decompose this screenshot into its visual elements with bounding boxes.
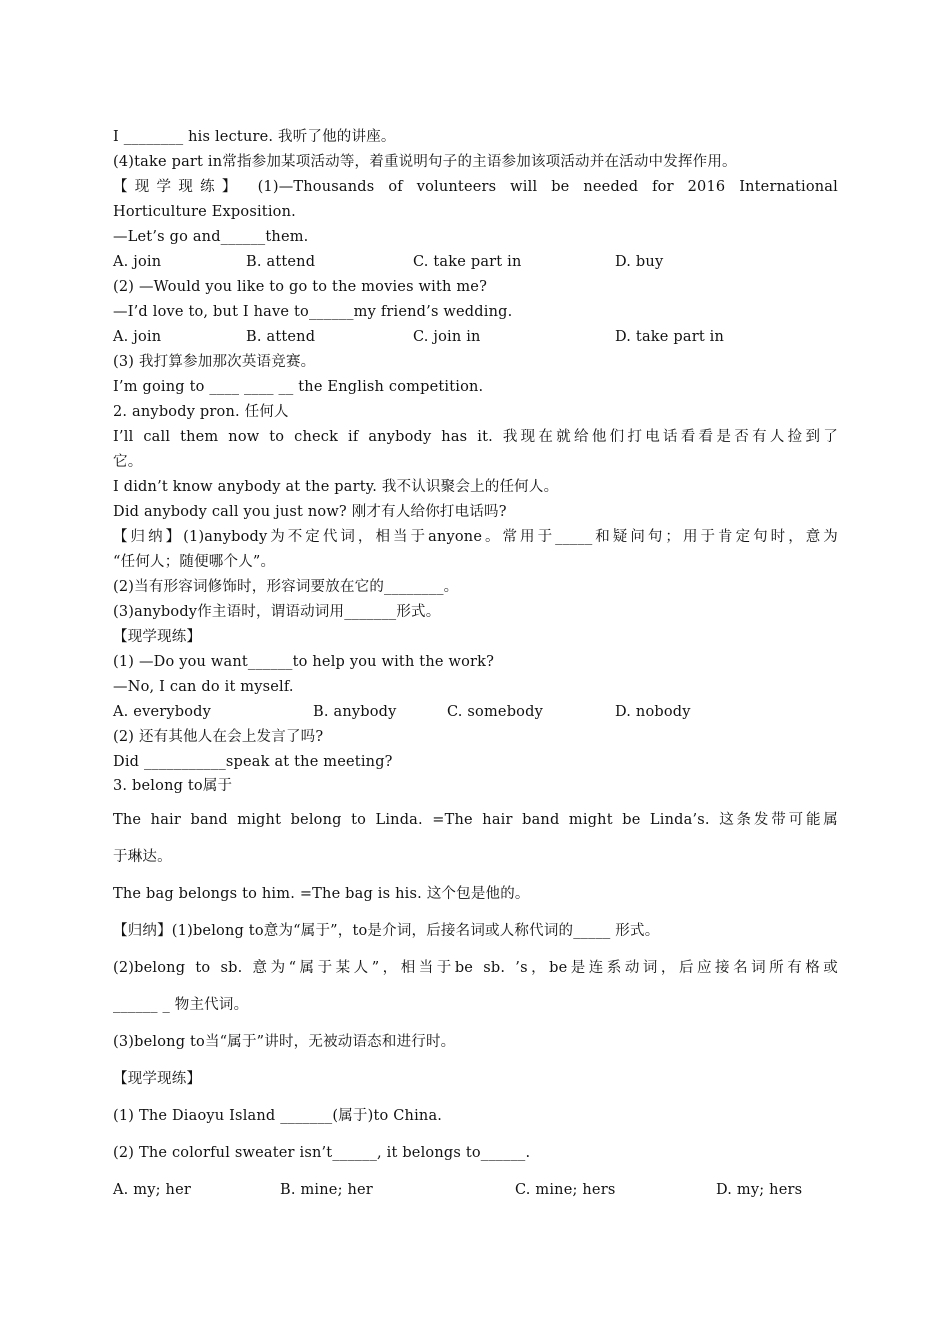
- option-b: B. attend: [246, 254, 316, 270]
- text-line: (2)当有形容词修饰时，形容词要放在它的________。: [113, 579, 459, 595]
- text-line: (2) 还有其他人在会上发言了吗?: [113, 729, 324, 745]
- option-c: C. take part in: [413, 254, 522, 270]
- text-line: (3) 我打算参加那次英语竞赛。: [113, 354, 316, 370]
- option-d: D. nobody: [615, 704, 691, 720]
- exercise-heading-line: 【现学现练】 (1)—Thousands of volunteers will be needed for 2016 International: [113, 179, 838, 195]
- text-line: (2)belong to sb. 意为“属于某人”，相当于be sb. ’s，be是连系动词，后应接名词所有格或: [113, 960, 838, 976]
- options-row-q4: [113, 1172, 838, 1209]
- text-line: I didn’t know anybody at the party. 我不认识聚会上的任何人。: [113, 479, 559, 495]
- exercise-heading: 【现学现练】: [113, 1071, 202, 1087]
- text-line: (2) —Would you like to go to the movies with me?: [113, 279, 488, 295]
- option-a: A. join: [113, 254, 162, 270]
- text-line: The bag belongs to him. =The bag is his. 这个包是他的。: [113, 886, 530, 902]
- text-line: —No, I can do it myself.: [113, 679, 294, 695]
- option-c: C. mine; hers: [515, 1182, 616, 1198]
- text-line: (2) The colorful sweater isn’t______, it belongs to______.: [113, 1145, 531, 1161]
- options-row-q2: [113, 325, 838, 350]
- option-b: B. anybody: [313, 704, 397, 720]
- text-line: Did ___________speak at the meeting?: [113, 754, 393, 770]
- text-line: Did anybody call you just now? 刚才有人给你打电话吗?: [113, 504, 507, 520]
- option-a: A. everybody: [113, 704, 212, 720]
- option-c: C. join in: [413, 329, 481, 345]
- option-b: B. mine; her: [280, 1182, 373, 1198]
- text-line: I’ll call them now to check if anybody has it. 我现在就给他们打电话看看是否有人捡到了: [113, 429, 838, 445]
- options-row-q1: [113, 250, 838, 275]
- options-row-q3: [113, 700, 838, 725]
- option-b: B. attend: [246, 329, 316, 345]
- text-line: The hair band might belong to Linda. =The hair band might be Linda’s. 这条发带可能属: [113, 812, 838, 828]
- section-heading: 2. anybody pron. 任何人: [113, 404, 289, 420]
- option-a: A. my; her: [113, 1182, 191, 1198]
- text-line: 于琳达。: [113, 849, 172, 865]
- text-line: (1) The Diaoyu Island _______(属于)to China.: [113, 1108, 443, 1124]
- text-line: I ________ his lecture. 我听了他的讲座。: [113, 129, 396, 145]
- text-line: (4)take part in常指参加某项活动等，着重说明句子的主语参加该项活动并在活动中发挥作用。: [113, 154, 737, 170]
- option-d: D. take part in: [615, 329, 725, 345]
- summary-line: 【归纳】(1)belong to意为“属于”，to是介词，后接名词或人称代词的_____ 形式。: [113, 923, 660, 939]
- summary-line: 【归纳】(1)anybody为不定代词，相当于anyone。常用于_____和疑问句；用于肯定句时，意为: [113, 529, 838, 545]
- section-heading: 3. belong to属于: [113, 778, 233, 794]
- text-line: (3)anybody作主语时，谓语动词用_______形式。: [113, 604, 441, 620]
- option-a: A. join: [113, 329, 162, 345]
- text-line: “任何人；随便哪个人”。: [113, 554, 276, 570]
- text-line: (3)belong to当“属于”讲时，无被动语态和进行时。: [113, 1034, 456, 1050]
- text-line: I’m going to ____ ____ __ the English competition.: [113, 379, 484, 395]
- option-c: C. somebody: [447, 704, 543, 720]
- text-line: 它。: [113, 454, 143, 470]
- text-line: Horticulture Exposition.: [113, 204, 296, 220]
- text-line: ______ _ 物主代词。: [113, 997, 249, 1013]
- text-line: —Let’s go and______them.: [113, 229, 309, 245]
- text-line: —I’d love to, but I have to______my friend’s wedding.: [113, 304, 513, 320]
- option-d: D. buy: [615, 254, 664, 270]
- text-line: (1) —Do you want______to help you with the work?: [113, 654, 495, 670]
- exercise-heading: 【现学现练】: [113, 629, 202, 645]
- option-d: D. my; hers: [716, 1182, 803, 1198]
- worksheet-page: [113, 125, 838, 1209]
